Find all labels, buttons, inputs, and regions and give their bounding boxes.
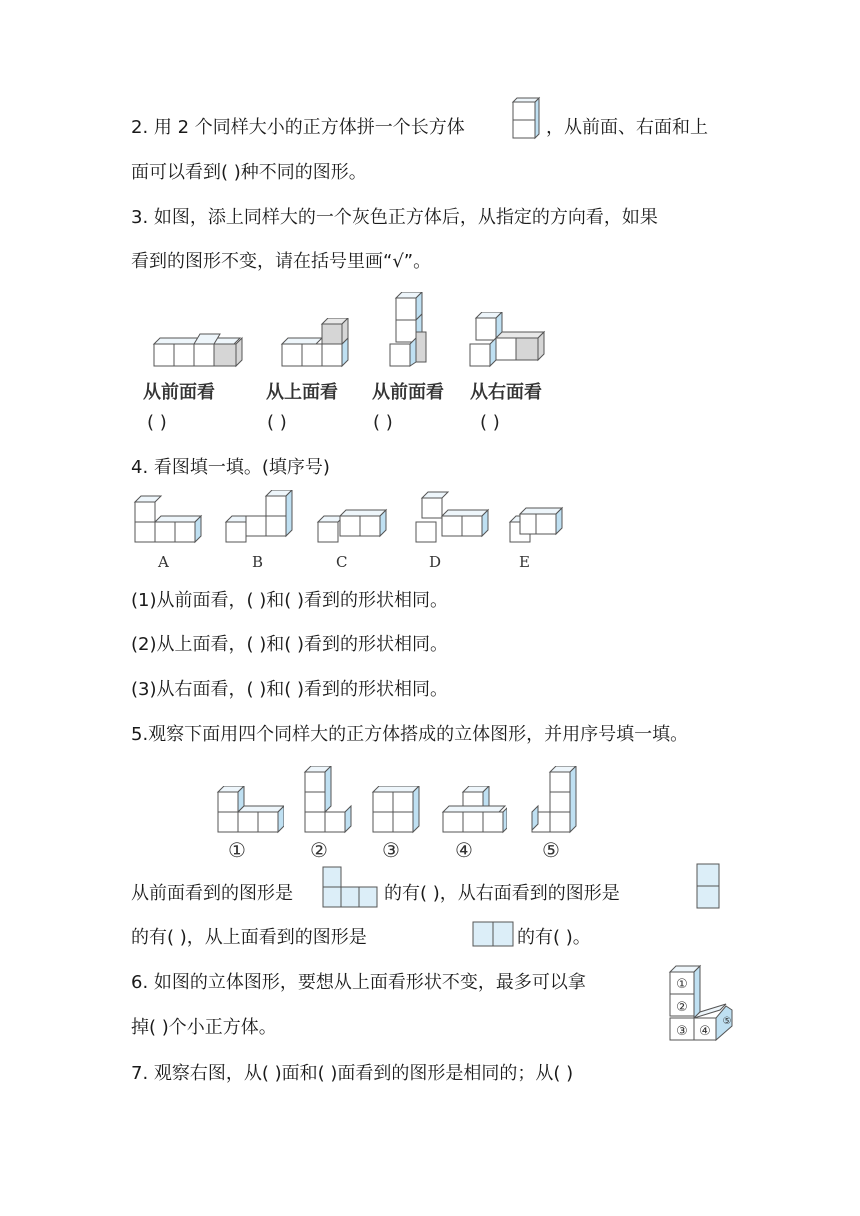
- q5-figure-2: [303, 766, 353, 834]
- q3-answer-2[interactable]: ( ): [267, 412, 287, 433]
- q4-label-a: A: [158, 553, 169, 571]
- q4-label-e: E: [519, 553, 530, 571]
- q5-number-5: ⑤: [542, 838, 560, 862]
- q5-figure-3: [371, 786, 421, 834]
- q3-answer-1[interactable]: ( ): [147, 412, 167, 433]
- q2-line1b: ，从前面、右面和上: [546, 117, 708, 138]
- q2-line2: 面可以看到( )种不同的图形。: [131, 162, 367, 183]
- q3-caption-1: 从前面看: [143, 382, 215, 403]
- q5-number-3: ③: [382, 838, 400, 862]
- q4-label-d: D: [429, 553, 442, 571]
- q6-cube-2: ②: [676, 1000, 688, 1015]
- q5-number-4: ④: [455, 838, 473, 862]
- q5-line1b: 的有( )，从右面看到的图形是: [384, 883, 620, 904]
- q6-cube-1: ①: [676, 977, 688, 992]
- q6-cube-3: ③: [676, 1024, 688, 1039]
- q3-answer-4[interactable]: ( ): [480, 412, 500, 433]
- q4-figure-a: [131, 494, 203, 546]
- q5-front-view-shape: [321, 865, 379, 909]
- q3-line1: 3. 如图，添上同样大的一个灰色正方体后，从指定的方向看，如果: [131, 207, 658, 228]
- q4-row-3: (3)从右面看，( )和( )看到的形状相同。: [131, 679, 449, 700]
- q5-number-2: ②: [310, 838, 328, 862]
- q3-caption-2: 从上面看: [266, 382, 338, 403]
- q3-line2: 看到的图形不变，请在括号里画“√”。: [131, 251, 432, 272]
- q5-top-view-shape: [471, 920, 515, 948]
- q6-line1: 6. 如图的立体图形，要想从上面看形状不变，最多可以拿: [131, 972, 586, 993]
- q5-figure-1: [216, 786, 284, 834]
- q5-line2b: 的有( )。: [517, 927, 591, 948]
- q6-cube-figure: [668, 964, 736, 1046]
- q3-figure-1: [150, 330, 250, 372]
- q3-figure-3: [386, 292, 432, 372]
- q4-row-2: (2)从上面看，( )和( )看到的形状相同。: [131, 634, 449, 655]
- q5-line1a: 从前面看到的图形是: [131, 883, 293, 904]
- q5-number-1: ①: [228, 838, 246, 862]
- q5-title: 5.观察下面用四个同样大的正方体搭成的立体图形，并用序号填一填。: [131, 724, 689, 745]
- q5-line2a: 的有( )，从上面看到的图形是: [131, 927, 367, 948]
- q3-answer-3[interactable]: ( ): [373, 412, 393, 433]
- q2-cuboid-icon: [511, 96, 541, 142]
- q3-caption-3: 从前面看: [372, 382, 444, 403]
- q4-title: 4. 看图填一填。(填序号): [131, 457, 330, 478]
- q4-label-b: B: [252, 553, 264, 571]
- q4-row-1: (1)从前面看，( )和( )看到的形状相同。: [131, 590, 449, 611]
- q4-figure-c: [316, 500, 396, 546]
- q5-figure-4: [441, 786, 507, 834]
- q6-line2: 掉( )个小正方体。: [131, 1017, 277, 1038]
- q6-cube-5: ⑤: [722, 1016, 732, 1027]
- q5-right-view-shape: [695, 862, 721, 910]
- q2-line1a: 2. 用 2 个同样大小的正方体拼一个长方体: [131, 117, 465, 138]
- q4-figure-d: [414, 490, 490, 546]
- q4-figure-b: [224, 490, 296, 546]
- q4-figure-e: [508, 502, 564, 546]
- q6-cube-4: ④: [699, 1024, 711, 1039]
- q4-label-c: C: [336, 553, 348, 571]
- q3-figure-4: [466, 312, 546, 372]
- q7-line1: 7. 观察右图，从( )面和( )面看到的图形是相同的；从( ): [131, 1063, 574, 1084]
- q3-caption-4: 从右面看: [470, 382, 542, 403]
- q3-figure-2: [278, 318, 354, 372]
- q5-figure-5: [528, 766, 578, 834]
